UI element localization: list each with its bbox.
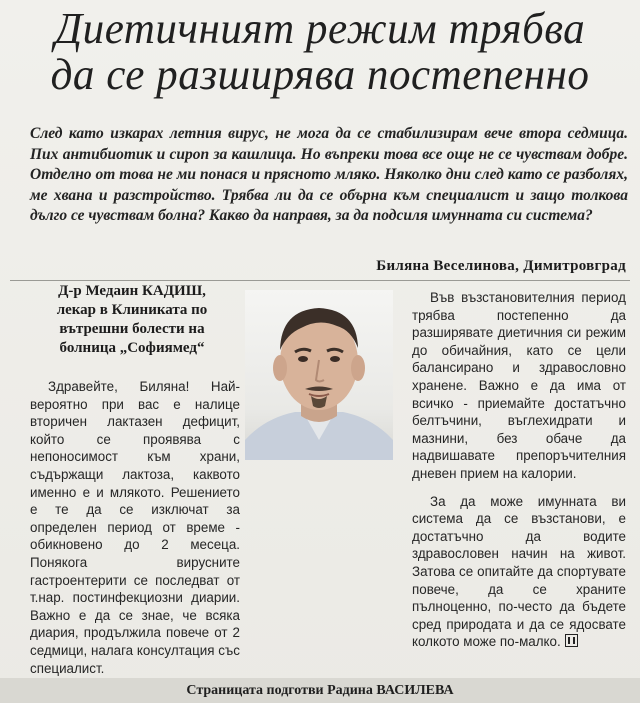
doctor-hospital: болница „Софиямед“: [59, 340, 205, 356]
answer-right-column: [412, 289, 626, 651]
answer-left-column: [30, 378, 240, 677]
doctor-credit: [32, 282, 232, 358]
reader-question: След като изкарах летния вирус, не мога да се стабилизирам вече втора седмица. Пих антибиотик и сироп за кашлица. Но въпреки това все още не се чувствам добре. Отделно от това не ми понася и прясното мляко. Няколко дни след като се разболях, ме хвана и разстройство. Трябва ли да се обърна към специалист и защо толкова дълго се чувствам болна? Какво да направя, за да подсиля имунната си система?: [30, 125, 628, 225]
answer-paragraph-text: За да може имунната ви система да се възстанови, е достатъчно да водите здравословен начин на живот. Затова се опитайте да спортувате повече, да се храните пълноценно, по-често да бъдете сред природата и да се ядосвате колкото може по-малко.: [412, 493, 626, 650]
doctor-title-line-1: лекар в Клиниката по: [56, 302, 208, 318]
headline-line-2: да се разширява постепенно: [50, 50, 590, 99]
doctor-name: Д-р Медаин КАДИШ,: [58, 283, 206, 299]
end-of-article-icon: [565, 634, 578, 647]
doctor-portrait-icon: [245, 290, 393, 460]
footer-credit-text: Страницата подготви Радина ВАСИЛЕВА: [186, 683, 454, 698]
doctor-title-line-2: вътрешни болести на: [59, 321, 205, 337]
answer-paragraph: Здравейте, Биляна! Най-вероятно при вас е налице вторичен лактазен дефицит, който се проявява с непоносимост към храни, съдържащи лактоза, каквото именно е и млякото. Решението е те да се изключат за определен период от време - обикновено до 2 месеца. Понякога вирусните гастроентерити се последват от т.нар. постинфекциозни диарии. Важно е да се знае, че всяка диария, продължила повече от 2 седмици, налага консултация със специалист.: [30, 379, 240, 676]
section-divider: [10, 280, 630, 281]
article-headline: [18, 6, 622, 98]
answer-paragraph: Във възстановителния период трябва постепенно да разширявате диетичния си режим до обичайния, като се цели балансирано и здравословно хранене. Важно е да има от всичко - приемайте достатъчно белтъчини, въглехидрати и мазнини, без обаче да надвишавате препоръчителния дневен прием на калории.: [412, 290, 626, 481]
answer-paragraph-final: [412, 493, 626, 651]
page-credit-footer: [0, 678, 640, 703]
headline-line-1: Диетичният режим трябва: [54, 4, 586, 53]
reader-signature: Биляна Веселинова, Димитровград: [376, 258, 626, 274]
